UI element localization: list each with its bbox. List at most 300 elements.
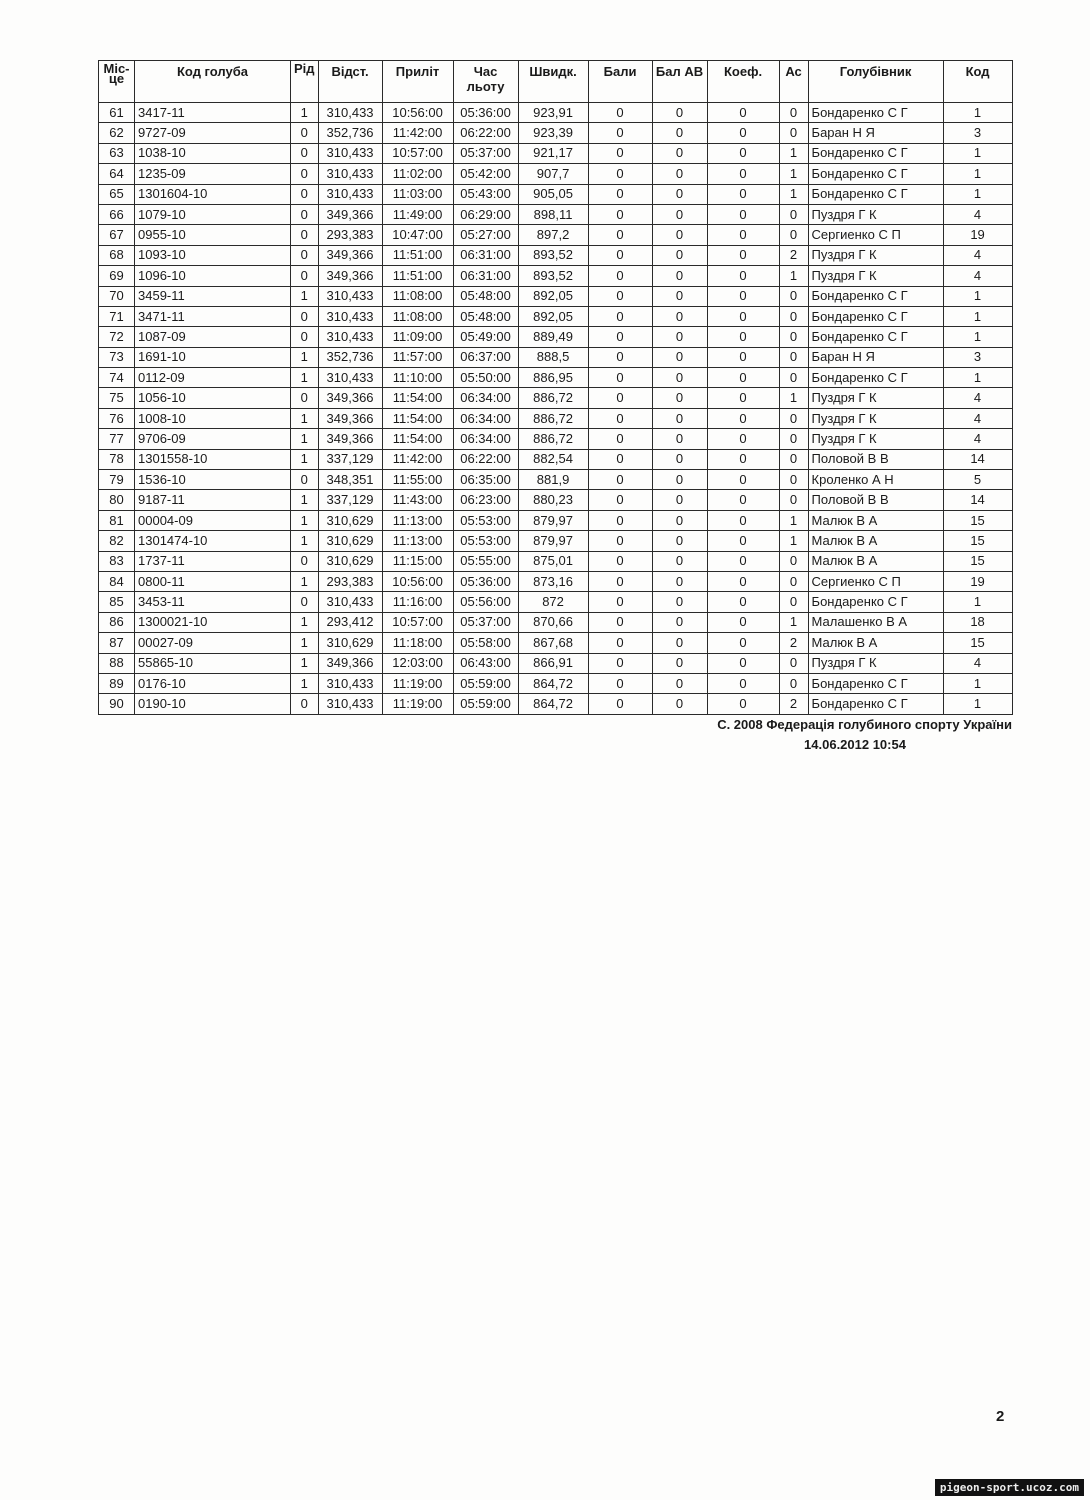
cell-ownerCode: 4 (943, 245, 1012, 265)
cell-place: 72 (99, 327, 135, 347)
cell-coef: 0 (707, 531, 779, 551)
cell-ace: 0 (779, 470, 808, 490)
cell-arrival: 11:15:00 (382, 551, 453, 571)
cell-ownerCode: 15 (943, 551, 1012, 571)
cell-sex: 1 (291, 490, 319, 510)
cell-points: 0 (588, 531, 652, 551)
cell-dist: 310,433 (318, 286, 382, 306)
cell-pointsAB: 0 (652, 612, 707, 632)
cell-flight: 06:34:00 (453, 388, 518, 408)
cell-ownerCode: 1 (943, 286, 1012, 306)
cell-coef: 0 (707, 653, 779, 673)
cell-dist: 310,629 (318, 510, 382, 530)
column-header-dist: Відст. (318, 61, 382, 103)
table-row (99, 653, 1013, 673)
cell-code: 1235-09 (135, 164, 291, 184)
cell-ace: 0 (779, 551, 808, 571)
cell-sex: 1 (291, 449, 319, 469)
cell-coef: 0 (707, 470, 779, 490)
cell-coef: 0 (707, 143, 779, 163)
cell-arrival: 11:18:00 (382, 633, 453, 653)
cell-flight: 05:53:00 (453, 531, 518, 551)
cell-speed: 879,97 (518, 510, 588, 530)
cell-arrival: 11:54:00 (382, 429, 453, 449)
cell-code: 1737-11 (135, 551, 291, 571)
cell-owner: Бондаренко С Г (808, 694, 943, 714)
cell-place: 66 (99, 204, 135, 224)
cell-place: 78 (99, 449, 135, 469)
cell-points: 0 (588, 449, 652, 469)
cell-points: 0 (588, 490, 652, 510)
cell-code: 0112-09 (135, 368, 291, 388)
cell-dist: 310,629 (318, 633, 382, 653)
cell-pointsAB: 0 (652, 470, 707, 490)
cell-pointsAB: 0 (652, 368, 707, 388)
cell-coef: 0 (707, 612, 779, 632)
cell-owner: Бондаренко С Г (808, 143, 943, 163)
cell-arrival: 11:51:00 (382, 266, 453, 286)
cell-owner: Пуздря Г К (808, 266, 943, 286)
cell-pointsAB: 0 (652, 531, 707, 551)
cell-flight: 05:59:00 (453, 694, 518, 714)
cell-arrival: 10:57:00 (382, 612, 453, 632)
cell-pointsAB: 0 (652, 653, 707, 673)
cell-dist: 310,433 (318, 327, 382, 347)
cell-owner: Малюк В А (808, 551, 943, 571)
cell-owner: Бондаренко С Г (808, 306, 943, 326)
cell-place: 84 (99, 571, 135, 591)
column-header-ownerCode: Код (943, 61, 1012, 103)
cell-flight: 05:36:00 (453, 571, 518, 591)
cell-speed: 881,9 (518, 470, 588, 490)
cell-ownerCode: 14 (943, 449, 1012, 469)
cell-speed: 898,11 (518, 204, 588, 224)
table-row (99, 551, 1013, 571)
cell-owner: Малюк В А (808, 510, 943, 530)
cell-place: 81 (99, 510, 135, 530)
cell-points: 0 (588, 694, 652, 714)
table-row (99, 612, 1013, 632)
cell-place: 80 (99, 490, 135, 510)
cell-dist: 349,366 (318, 266, 382, 286)
cell-speed: 866,91 (518, 653, 588, 673)
cell-coef: 0 (707, 164, 779, 184)
cell-speed: 923,91 (518, 103, 588, 123)
cell-dist: 310,433 (318, 592, 382, 612)
table-row (99, 164, 1013, 184)
cell-speed: 886,72 (518, 429, 588, 449)
table-row (99, 368, 1013, 388)
cell-code: 9727-09 (135, 123, 291, 143)
cell-arrival: 11:13:00 (382, 510, 453, 530)
cell-ownerCode: 1 (943, 368, 1012, 388)
cell-dist: 310,433 (318, 694, 382, 714)
cell-arrival: 10:56:00 (382, 571, 453, 591)
cell-arrival: 11:54:00 (382, 408, 453, 428)
cell-arrival: 11:03:00 (382, 184, 453, 204)
cell-speed: 864,72 (518, 673, 588, 693)
cell-place: 89 (99, 673, 135, 693)
cell-ownerCode: 15 (943, 510, 1012, 530)
cell-arrival: 11:19:00 (382, 673, 453, 693)
cell-flight: 05:48:00 (453, 306, 518, 326)
cell-dist: 310,433 (318, 103, 382, 123)
cell-place: 77 (99, 429, 135, 449)
cell-ace: 0 (779, 429, 808, 449)
cell-dist: 310,433 (318, 673, 382, 693)
cell-ace: 0 (779, 286, 808, 306)
cell-dist: 310,433 (318, 184, 382, 204)
cell-speed: 886,95 (518, 368, 588, 388)
cell-pointsAB: 0 (652, 306, 707, 326)
cell-code: 00027-09 (135, 633, 291, 653)
cell-ownerCode: 3 (943, 347, 1012, 367)
cell-ace: 0 (779, 408, 808, 428)
cell-pointsAB: 0 (652, 266, 707, 286)
cell-coef: 0 (707, 510, 779, 530)
cell-points: 0 (588, 612, 652, 632)
cell-pointsAB: 0 (652, 490, 707, 510)
cell-speed: 892,05 (518, 286, 588, 306)
cell-dist: 337,129 (318, 449, 382, 469)
table-row (99, 449, 1013, 469)
cell-owner: Баран Н Я (808, 347, 943, 367)
cell-owner: Кроленко А Н (808, 470, 943, 490)
cell-pointsAB: 0 (652, 429, 707, 449)
cell-place: 90 (99, 694, 135, 714)
table-row (99, 225, 1013, 245)
cell-speed: 888,5 (518, 347, 588, 367)
cell-sex: 0 (291, 388, 319, 408)
cell-sex: 1 (291, 347, 319, 367)
cell-code: 3459-11 (135, 286, 291, 306)
cell-ownerCode: 4 (943, 653, 1012, 673)
cell-coef: 0 (707, 266, 779, 286)
cell-points: 0 (588, 103, 652, 123)
cell-coef: 0 (707, 103, 779, 123)
cell-points: 0 (588, 143, 652, 163)
cell-place: 85 (99, 592, 135, 612)
cell-flight: 06:35:00 (453, 470, 518, 490)
cell-sex: 1 (291, 368, 319, 388)
cell-sex: 0 (291, 123, 319, 143)
cell-dist: 310,433 (318, 143, 382, 163)
cell-flight: 06:43:00 (453, 653, 518, 673)
cell-place: 74 (99, 368, 135, 388)
cell-sex: 0 (291, 143, 319, 163)
cell-dist: 349,366 (318, 408, 382, 428)
cell-arrival: 11:19:00 (382, 694, 453, 714)
cell-ownerCode: 1 (943, 673, 1012, 693)
cell-owner: Половой В В (808, 449, 943, 469)
cell-place: 70 (99, 286, 135, 306)
column-header-code: Код голуба (135, 61, 291, 103)
cell-dist: 310,629 (318, 551, 382, 571)
cell-pointsAB: 0 (652, 673, 707, 693)
cell-place: 88 (99, 653, 135, 673)
cell-code: 1096-10 (135, 266, 291, 286)
cell-code: 1087-09 (135, 327, 291, 347)
cell-code: 1301558-10 (135, 449, 291, 469)
cell-sex: 0 (291, 184, 319, 204)
cell-speed: 882,54 (518, 449, 588, 469)
cell-points: 0 (588, 429, 652, 449)
cell-place: 73 (99, 347, 135, 367)
table-row (99, 470, 1013, 490)
table-row (99, 694, 1013, 714)
cell-flight: 06:31:00 (453, 245, 518, 265)
cell-ace: 1 (779, 266, 808, 286)
table-row (99, 327, 1013, 347)
cell-speed: 873,16 (518, 571, 588, 591)
cell-owner: Сергиенко С П (808, 571, 943, 591)
cell-flight: 05:58:00 (453, 633, 518, 653)
cell-pointsAB: 0 (652, 123, 707, 143)
column-header-sex: Рід (291, 61, 319, 103)
cell-points: 0 (588, 266, 652, 286)
cell-ownerCode: 4 (943, 408, 1012, 428)
cell-flight: 06:34:00 (453, 429, 518, 449)
cell-place: 79 (99, 470, 135, 490)
cell-coef: 0 (707, 673, 779, 693)
cell-ace: 2 (779, 633, 808, 653)
cell-ace: 0 (779, 653, 808, 673)
cell-code: 1056-10 (135, 388, 291, 408)
cell-ownerCode: 15 (943, 633, 1012, 653)
cell-arrival: 10:56:00 (382, 103, 453, 123)
cell-code: 3453-11 (135, 592, 291, 612)
cell-sex: 1 (291, 510, 319, 530)
cell-pointsAB: 0 (652, 633, 707, 653)
cell-arrival: 11:13:00 (382, 531, 453, 551)
cell-coef: 0 (707, 368, 779, 388)
cell-ace: 0 (779, 103, 808, 123)
table-row (99, 633, 1013, 653)
cell-sex: 0 (291, 245, 319, 265)
cell-coef: 0 (707, 694, 779, 714)
cell-coef: 0 (707, 388, 779, 408)
cell-flight: 06:37:00 (453, 347, 518, 367)
cell-arrival: 11:49:00 (382, 204, 453, 224)
cell-coef: 0 (707, 225, 779, 245)
cell-place: 76 (99, 408, 135, 428)
cell-ownerCode: 19 (943, 571, 1012, 591)
cell-dist: 352,736 (318, 123, 382, 143)
footer-datetime: 14.06.2012 10:54 (804, 737, 906, 752)
cell-coef: 0 (707, 429, 779, 449)
cell-coef: 0 (707, 449, 779, 469)
cell-dist: 293,412 (318, 612, 382, 632)
cell-owner: Пуздря Г К (808, 245, 943, 265)
cell-arrival: 11:16:00 (382, 592, 453, 612)
cell-arrival: 11:54:00 (382, 388, 453, 408)
cell-code: 00004-09 (135, 510, 291, 530)
cell-sex: 0 (291, 327, 319, 347)
cell-owner: Малашенко В А (808, 612, 943, 632)
cell-owner: Бондаренко С Г (808, 592, 943, 612)
cell-sex: 0 (291, 164, 319, 184)
cell-speed: 872 (518, 592, 588, 612)
cell-points: 0 (588, 388, 652, 408)
header-row (99, 61, 1013, 103)
cell-speed: 892,05 (518, 306, 588, 326)
cell-pointsAB: 0 (652, 184, 707, 204)
cell-owner: Бондаренко С Г (808, 184, 943, 204)
cell-code: 1300021-10 (135, 612, 291, 632)
cell-flight: 05:42:00 (453, 164, 518, 184)
cell-flight: 06:31:00 (453, 266, 518, 286)
cell-dist: 349,366 (318, 653, 382, 673)
cell-sex: 0 (291, 694, 319, 714)
cell-points: 0 (588, 368, 652, 388)
cell-dist: 337,129 (318, 490, 382, 510)
cell-coef: 0 (707, 245, 779, 265)
table-row (99, 286, 1013, 306)
cell-speed: 867,68 (518, 633, 588, 653)
cell-speed: 897,2 (518, 225, 588, 245)
cell-ace: 0 (779, 673, 808, 693)
cell-place: 71 (99, 306, 135, 326)
cell-arrival: 11:43:00 (382, 490, 453, 510)
column-header-ace: Ас (779, 61, 808, 103)
cell-code: 0176-10 (135, 673, 291, 693)
table-row (99, 103, 1013, 123)
column-header-points: Бали (588, 61, 652, 103)
cell-owner: Пуздря Г К (808, 204, 943, 224)
cell-sex: 1 (291, 408, 319, 428)
cell-ownerCode: 1 (943, 103, 1012, 123)
cell-place: 83 (99, 551, 135, 571)
cell-coef: 0 (707, 551, 779, 571)
cell-code: 3471-11 (135, 306, 291, 326)
cell-ownerCode: 15 (943, 531, 1012, 551)
cell-owner: Пуздря Г К (808, 408, 943, 428)
cell-code: 1301474-10 (135, 531, 291, 551)
cell-ace: 0 (779, 368, 808, 388)
cell-ace: 2 (779, 694, 808, 714)
cell-ace: 0 (779, 306, 808, 326)
cell-speed: 879,97 (518, 531, 588, 551)
cell-speed: 921,17 (518, 143, 588, 163)
cell-code: 0800-11 (135, 571, 291, 591)
cell-sex: 0 (291, 551, 319, 571)
cell-dist: 349,366 (318, 204, 382, 224)
cell-ownerCode: 4 (943, 266, 1012, 286)
cell-points: 0 (588, 592, 652, 612)
cell-flight: 05:59:00 (453, 673, 518, 693)
footer-copyright: С. 2008 Федерація голубиного спорту України (717, 717, 1012, 732)
cell-arrival: 11:08:00 (382, 306, 453, 326)
cell-arrival: 11:55:00 (382, 470, 453, 490)
cell-arrival: 11:10:00 (382, 368, 453, 388)
cell-code: 1093-10 (135, 245, 291, 265)
cell-speed: 886,72 (518, 408, 588, 428)
cell-owner: Бондаренко С Г (808, 368, 943, 388)
cell-pointsAB: 0 (652, 388, 707, 408)
cell-ownerCode: 1 (943, 306, 1012, 326)
cell-ownerCode: 4 (943, 429, 1012, 449)
cell-pointsAB: 0 (652, 327, 707, 347)
cell-place: 68 (99, 245, 135, 265)
cell-dist: 352,736 (318, 347, 382, 367)
cell-points: 0 (588, 123, 652, 143)
cell-pointsAB: 0 (652, 103, 707, 123)
cell-coef: 0 (707, 633, 779, 653)
cell-pointsAB: 0 (652, 225, 707, 245)
table-row (99, 245, 1013, 265)
cell-ownerCode: 19 (943, 225, 1012, 245)
cell-pointsAB: 0 (652, 143, 707, 163)
cell-ace: 1 (779, 184, 808, 204)
cell-ace: 1 (779, 612, 808, 632)
cell-speed: 870,66 (518, 612, 588, 632)
cell-speed: 886,72 (518, 388, 588, 408)
cell-ace: 0 (779, 490, 808, 510)
cell-ownerCode: 4 (943, 388, 1012, 408)
cell-pointsAB: 0 (652, 694, 707, 714)
cell-code: 3417-11 (135, 103, 291, 123)
cell-sex: 0 (291, 592, 319, 612)
cell-code: 9187-11 (135, 490, 291, 510)
cell-points: 0 (588, 571, 652, 591)
table-row (99, 143, 1013, 163)
cell-code: 1301604-10 (135, 184, 291, 204)
cell-ownerCode: 3 (943, 123, 1012, 143)
cell-ownerCode: 5 (943, 470, 1012, 490)
cell-flight: 05:53:00 (453, 510, 518, 530)
cell-sex: 1 (291, 612, 319, 632)
cell-points: 0 (588, 306, 652, 326)
cell-flight: 06:29:00 (453, 204, 518, 224)
cell-dist: 293,383 (318, 571, 382, 591)
cell-coef: 0 (707, 204, 779, 224)
cell-speed: 864,72 (518, 694, 588, 714)
cell-points: 0 (588, 551, 652, 571)
cell-flight: 05:37:00 (453, 612, 518, 632)
cell-ownerCode: 1 (943, 592, 1012, 612)
cell-points: 0 (588, 347, 652, 367)
cell-sex: 1 (291, 653, 319, 673)
table-row (99, 592, 1013, 612)
table-row (99, 266, 1013, 286)
cell-pointsAB: 0 (652, 164, 707, 184)
cell-speed: 880,23 (518, 490, 588, 510)
table-row (99, 673, 1013, 693)
cell-arrival: 11:51:00 (382, 245, 453, 265)
cell-points: 0 (588, 327, 652, 347)
cell-arrival: 11:08:00 (382, 286, 453, 306)
cell-code: 0190-10 (135, 694, 291, 714)
cell-sex: 0 (291, 306, 319, 326)
cell-ownerCode: 1 (943, 164, 1012, 184)
cell-arrival: 12:03:00 (382, 653, 453, 673)
cell-points: 0 (588, 408, 652, 428)
cell-code: 9706-09 (135, 429, 291, 449)
cell-dist: 310,433 (318, 164, 382, 184)
cell-speed: 893,52 (518, 266, 588, 286)
cell-ace: 0 (779, 592, 808, 612)
cell-coef: 0 (707, 184, 779, 204)
cell-flight: 05:27:00 (453, 225, 518, 245)
column-header-arrival: Приліт (382, 61, 453, 103)
cell-flight: 05:56:00 (453, 592, 518, 612)
cell-dist: 310,433 (318, 368, 382, 388)
cell-arrival: 11:42:00 (382, 449, 453, 469)
cell-sex: 1 (291, 286, 319, 306)
cell-dist: 293,383 (318, 225, 382, 245)
table-row (99, 429, 1013, 449)
table-row (99, 347, 1013, 367)
